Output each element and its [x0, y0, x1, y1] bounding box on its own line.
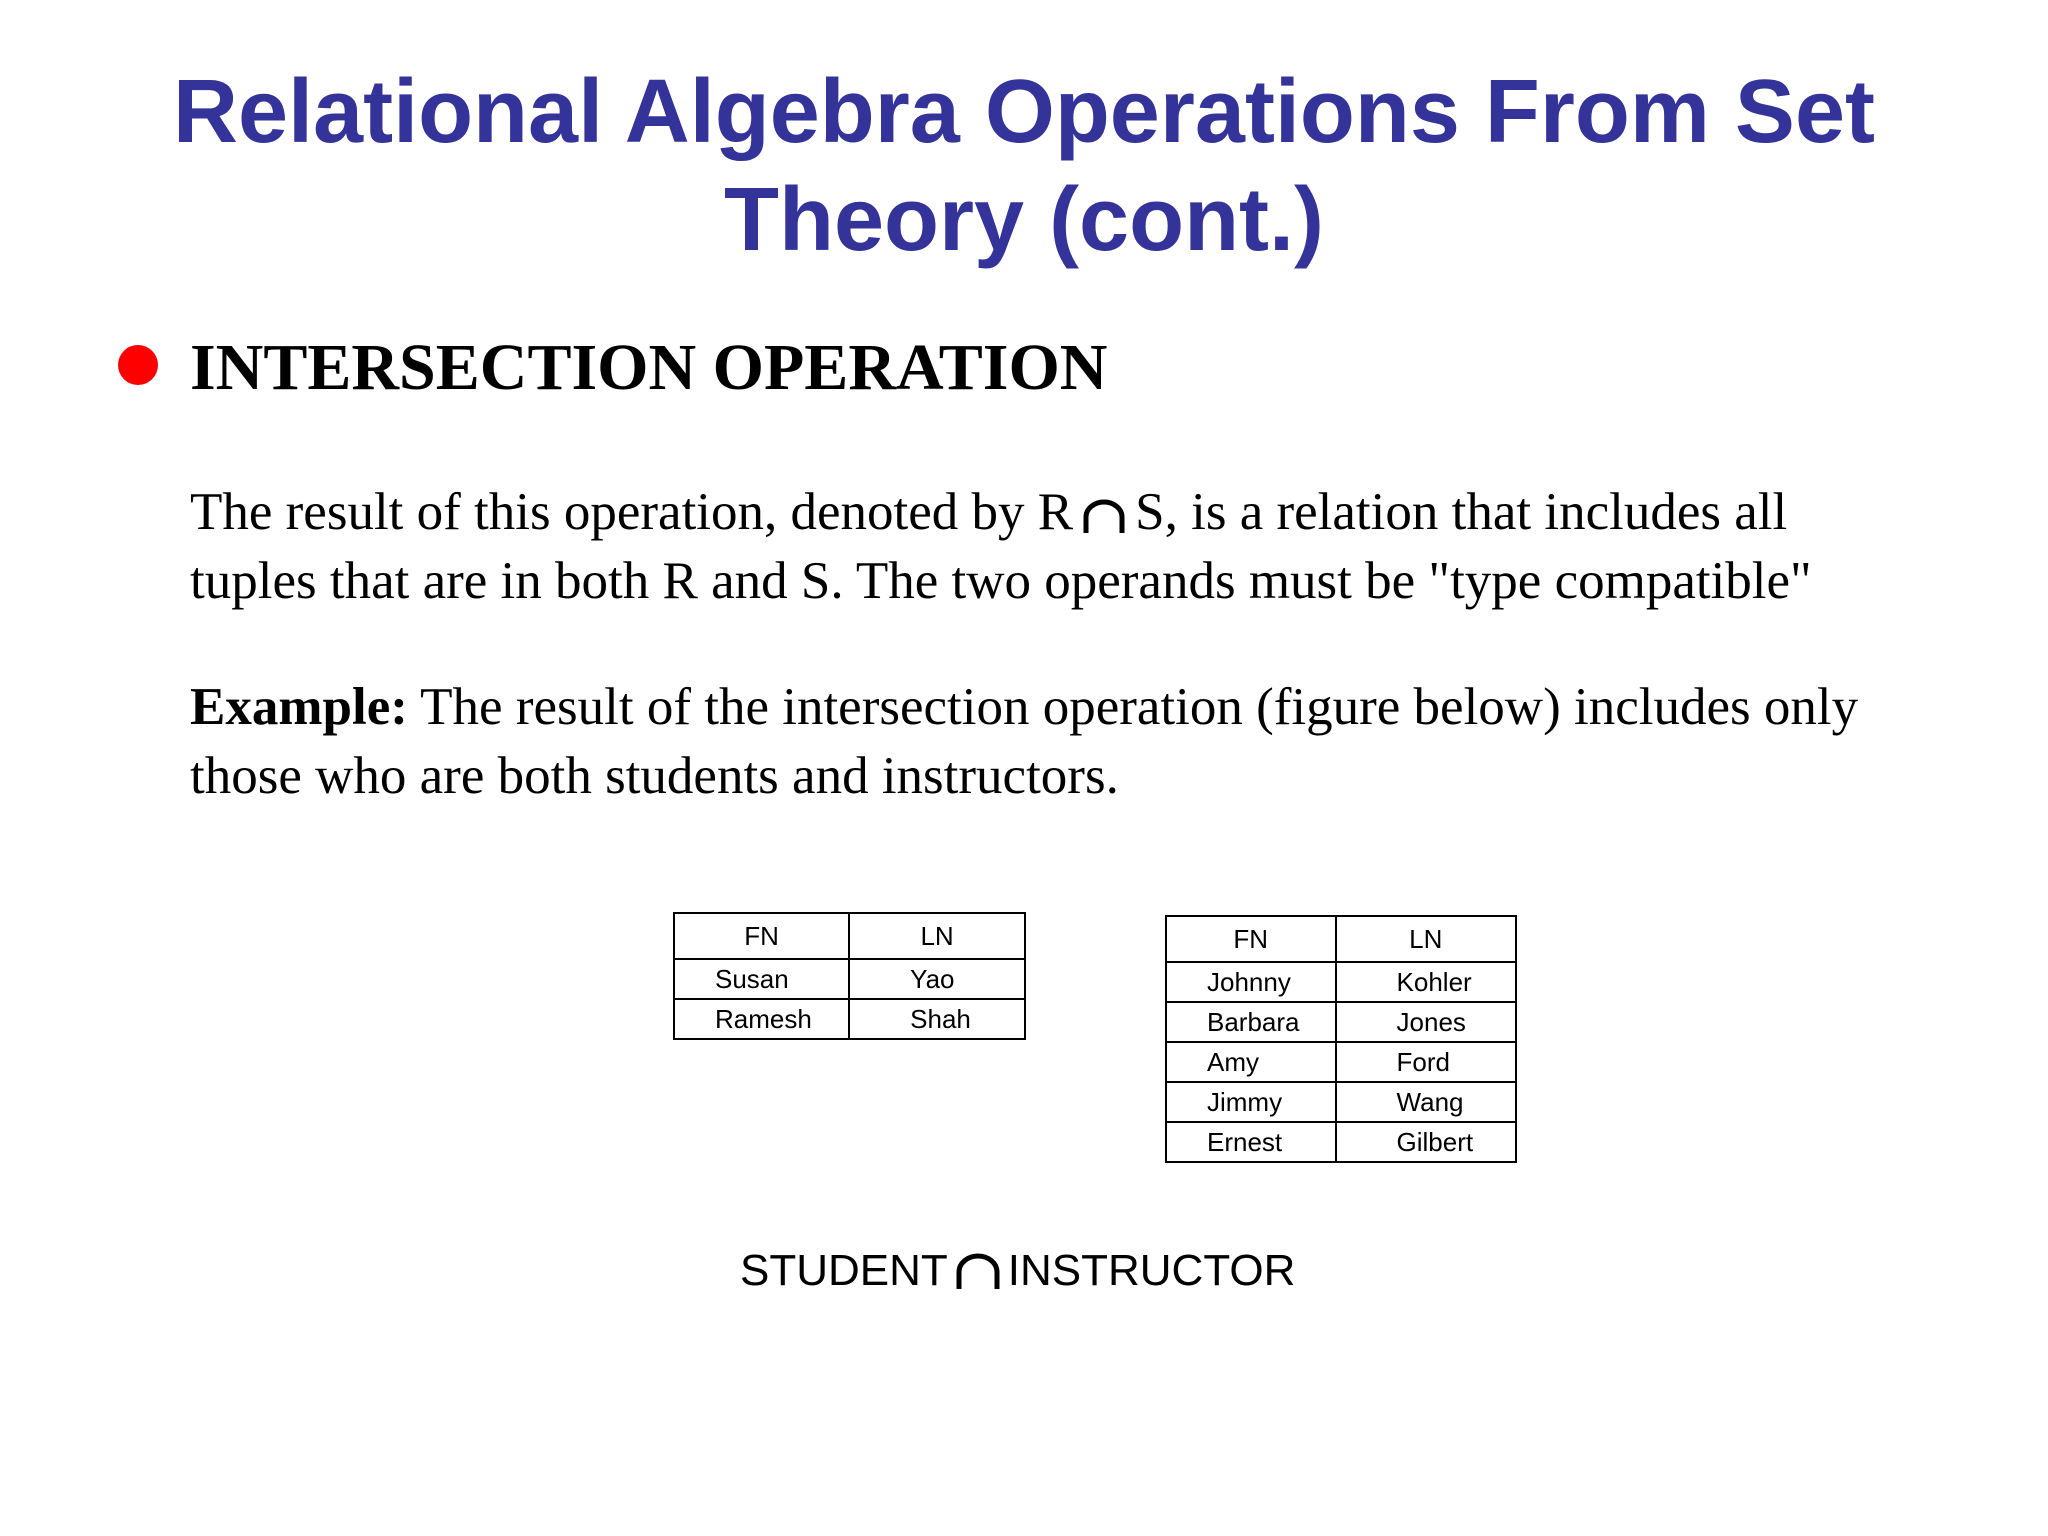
table-row: [1166, 962, 1516, 1002]
title-line-2: Theory (cont.): [724, 170, 1324, 270]
example-paragraph: [190, 673, 1858, 811]
definition-line-1: [190, 478, 1812, 547]
title-line-1: Relational Algebra Operations From Set: [172, 62, 1875, 162]
definition-line-1-start: The result of this operation, denoted by R: [190, 483, 1074, 541]
intersection-expression: [740, 1245, 1295, 1297]
example-line-1: [190, 673, 1858, 742]
header-fn: FN: [674, 913, 849, 959]
cell-fn: Jimmy: [1166, 1082, 1336, 1122]
cell-fn: Susan: [674, 959, 849, 999]
example-line-1-rest: The result of the intersection operation (figure below) includes only: [407, 678, 1859, 736]
cell-fn: Barbara: [1166, 1002, 1336, 1042]
cell-ln: Kohler: [1336, 962, 1516, 1002]
table-row: [674, 999, 1025, 1039]
table-header-row: [1166, 916, 1516, 962]
cell-ln: Ford: [1336, 1042, 1516, 1082]
definition-line-2: tuples that are in both R and S. The two operands must be "type compatible": [190, 552, 1812, 610]
definition-paragraph: [190, 478, 1812, 616]
slide-title: [60, 58, 1988, 274]
intersection-icon: [1081, 499, 1127, 533]
cell-ln: Shah: [849, 999, 1025, 1039]
cell-fn: Ramesh: [674, 999, 849, 1039]
header-fn: FN: [1166, 916, 1336, 962]
bullet-heading: INTERSECTION OPERATION: [190, 331, 1108, 404]
table-row: [1166, 1042, 1516, 1082]
cell-ln: Yao: [849, 959, 1025, 999]
expression-right: INSTRUCTOR: [1007, 1246, 1296, 1295]
instructor-table: [1165, 915, 1517, 1163]
table-row: [674, 959, 1025, 999]
table-row: [1166, 1082, 1516, 1122]
example-label: Example:: [190, 678, 408, 736]
header-ln: LN: [1336, 916, 1516, 962]
cell-ln: Wang: [1336, 1082, 1516, 1122]
expression-left: STUDENT: [740, 1246, 948, 1295]
table-header-row: [674, 913, 1025, 959]
cell-ln: Jones: [1336, 1002, 1516, 1042]
cell-fn: Ernest: [1166, 1122, 1336, 1162]
intersection-icon: [954, 1253, 1002, 1289]
table-row: [1166, 1122, 1516, 1162]
cell-fn: Amy: [1166, 1042, 1336, 1082]
example-line-2: those who are both students and instructors.: [190, 747, 1119, 805]
cell-fn: Johnny: [1166, 962, 1336, 1002]
table-row: [1166, 1002, 1516, 1042]
header-ln: LN: [849, 913, 1025, 959]
definition-line-1-end: S, is a relation that includes all: [1135, 483, 1788, 541]
cell-ln: Gilbert: [1336, 1122, 1516, 1162]
student-table: [673, 912, 1026, 1040]
bullet-dot-icon: [118, 345, 158, 385]
